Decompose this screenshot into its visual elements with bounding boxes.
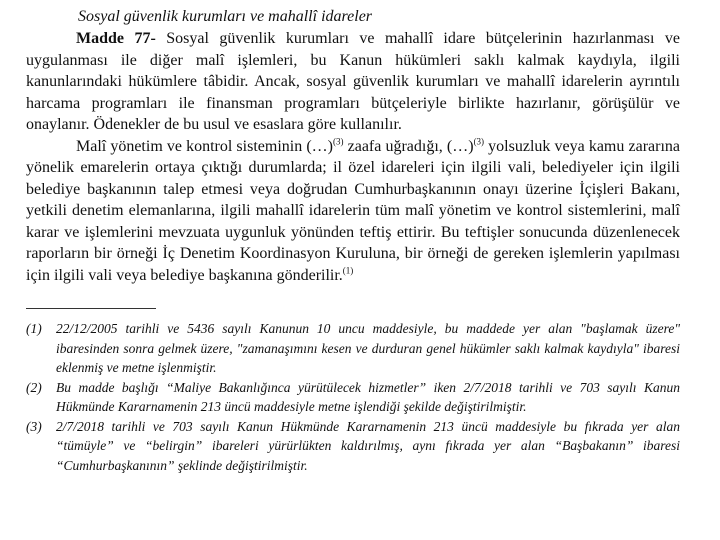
footnote-text: 22/12/2005 tarihli ve 5436 sayılı Kanunun 10 uncu maddesiyle, bu maddede yer alan "başlamak üzere" ibaresinden sonra gelmek üzere, "zamanaşımını kesen ve durduran genel hükümler saklı kalmak kaydıyla" ibaresi eklenmiş ve metne işlenmiştir. (56, 321, 680, 375)
footnote-ref-3b[interactable]: (3) (473, 136, 485, 147)
footnote-number: (3) (26, 418, 42, 434)
p2-part-a: Malî yönetim ve kontrol sisteminin (…) (76, 137, 333, 155)
footnote-text: 2/7/2018 tarihli ve 703 sayılı Kanun Hükmünde Kararnamenin 213 üncü maddesiyle bu fıkrada yer alan “tümüyle” ve “belirgin” ibareleri yürürlükten kaldırılmış, aynı fıkrada yer alan “Başbakanın” ibaresi “Cumhurbaşkanının” şeklinde değiştirilmiştir. (56, 418, 680, 473)
footnote-3 (26, 417, 680, 476)
footnote-ref-3a[interactable]: (3) (333, 136, 344, 147)
document-page (26, 8, 680, 475)
footnote-1 (26, 319, 680, 378)
footnote-divider (26, 308, 156, 309)
article-paragraph-1 (26, 28, 680, 136)
footnote-number: (1) (26, 321, 42, 336)
article-paragraph-2 (26, 136, 680, 287)
section-heading: Sosyal güvenlik kurumları ve mahallî idareler (78, 8, 373, 25)
p2-part-c: yolsuzluk veya kamu zararına yönelik emarelerin ortaya çıktığı durumlarda; il özel idareleri için ilgili vali, belediyeler için ilgili belediye başkanının talep etmesi veya doğrudan Cumhurbaşkanının onayı üzerine İçişleri Bakanı, yetkili denetim elemanlarına, ilgili mahallî idarelerin tüm malî yönetim ve kontrol sistemlerini, malî karar ve işlemlerini mevzuata uygunluk yönünden teftiş ettirir. Bu teftişler sonucunda düzenlenecek raporların bir örneği İç Denetim Koordinasyon Kuruluna, bir örneği de gereken işlemlerin yapılması için ilgili vali veya belediye başkanına gönderilir. (26, 137, 680, 284)
p2-part-b: zaafa uğradığı, (…) (343, 137, 474, 155)
footnote-2 (26, 378, 680, 417)
footnote-text: Bu madde başlığı “Maliye Bakanlığınca yürütülecek hizmetler” iken 2/7/2018 tarihli ve 703 sayılı Kanun Hükmünde Kararnamenin 213 üncü maddesiyle metne işlendiği şekilde değiştirilmiştir. (56, 379, 680, 414)
footnote-ref-1[interactable]: (1) (342, 265, 354, 276)
footnote-number: (2) (26, 379, 42, 395)
article-paragraph-1-text: Sosyal güvenlik kurumları ve mahallî idare bütçelerinin hazırlanması ve uygulanması ile diğer malî işlemleri, bu Kanun hükümleri saklı kalmak kaydıyla, ilgili kanunlarındaki hükümlere tâbidir. Ancak, sosyal güvenlik kurumları ve mahallî idarelerin ayrıntılı harcama programları ile finansman programları bütçeleriyle birlikte hazırlanır, görüşülür ve onaylanır. Ödenekler de bu usul ve esaslara göre kullanılır. (26, 30, 681, 133)
article-label: Madde 77- (76, 30, 156, 47)
